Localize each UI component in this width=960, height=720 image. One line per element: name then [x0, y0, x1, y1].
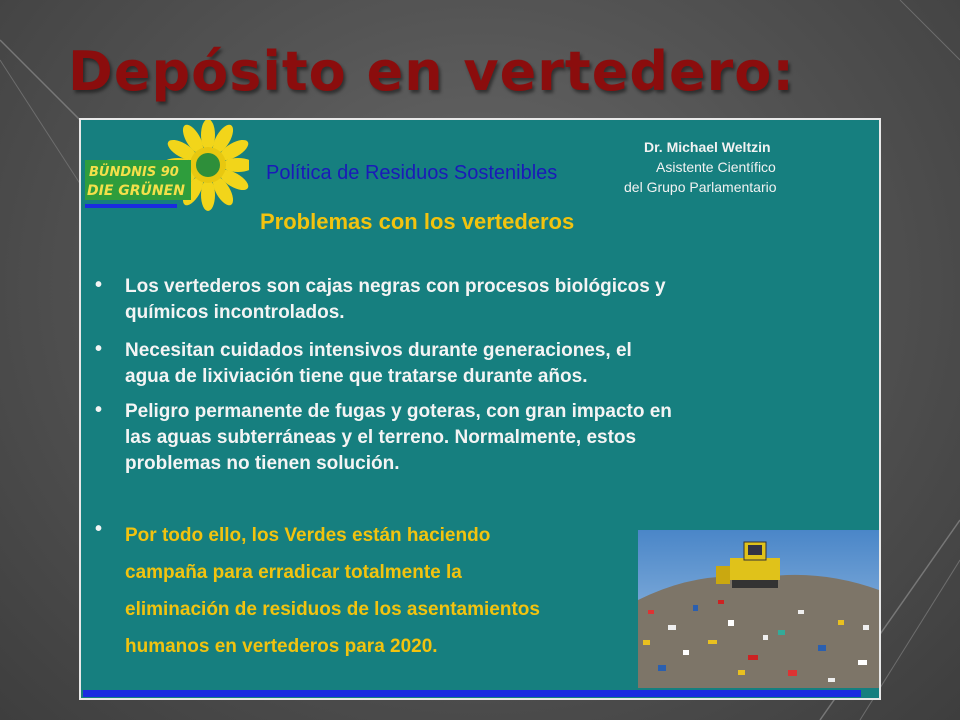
- bullet-text: Los vertederos son cajas negras con procesos biológicos y químicos incontrolados.: [125, 276, 666, 323]
- author-name: Dr. Michael Weltzin: [644, 139, 771, 155]
- sunflower-logo-icon: [83, 120, 249, 212]
- bullet-item: [95, 274, 666, 326]
- bottom-blue-bar: [83, 690, 861, 697]
- header-title: Política de Residuos Sostenibles: [266, 162, 558, 184]
- logo-text-line1: BÜNDNIS 90: [89, 165, 179, 180]
- author-block: [624, 137, 854, 197]
- landfill-bulldozer-photo: [638, 530, 879, 688]
- slide-content-panel: [79, 118, 881, 700]
- bullet-item: [95, 338, 632, 390]
- author-group: del Grupo Parlamentario: [624, 179, 777, 195]
- bullet-dot-icon: •: [95, 274, 103, 296]
- conclusion-text: Por todo ello, los Verdes están haciendo campaña para erradicar totalmente la eliminación de residuos de los asentamientos humanos en vertederos para 2020.: [125, 525, 540, 657]
- bullet-dot-icon: •: [95, 399, 103, 421]
- panel-subtitle: Problemas con los vertederos: [260, 209, 575, 234]
- slide-title: Depósito en vertedero:: [68, 40, 795, 103]
- conclusion-item: [95, 517, 540, 665]
- bullet-text: Peligro permanente de fugas y goteras, con gran impacto en las aguas subterráneas y el terreno. Normalmente, estos problemas no tienen solución.: [125, 401, 672, 474]
- bullet-dot-icon: •: [95, 518, 103, 540]
- bullet-item: [95, 399, 672, 477]
- author-role: Asistente Científico: [656, 159, 776, 175]
- logo-text-line2: DIE GRÜNEN: [87, 183, 185, 199]
- bullet-dot-icon: •: [95, 338, 103, 360]
- bullet-text: Necesitan cuidados intensivos durante generaciones, el agua de lixiviación tiene que tratarse durante años.: [125, 340, 632, 387]
